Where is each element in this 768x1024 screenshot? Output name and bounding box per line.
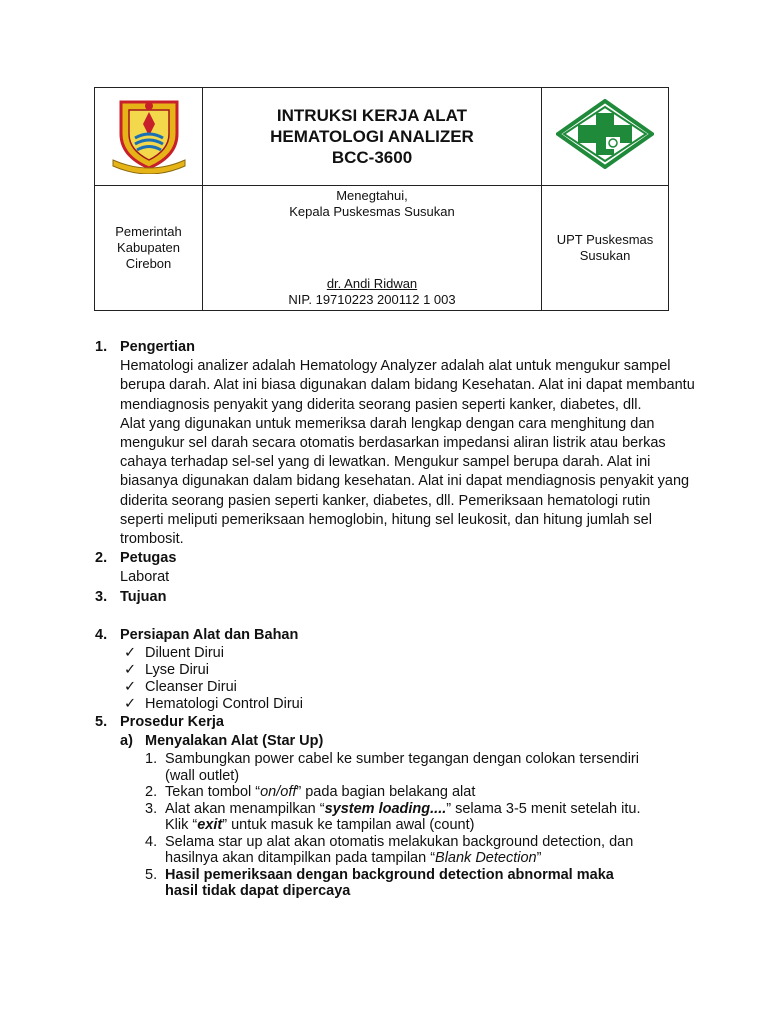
left-logo-cell bbox=[95, 88, 203, 186]
subsection-label: a) bbox=[120, 733, 133, 750]
subsection-heading: Menyalakan Alat (Star Up) bbox=[145, 733, 324, 750]
document-title-line-1: INTRUKSI KERJA ALAT bbox=[276, 106, 468, 125]
step-item: 2. Tekan tombol “on/off” pada bagian belakang alat bbox=[145, 784, 476, 801]
section-heading: Pengertian bbox=[120, 339, 195, 355]
unit-cell bbox=[542, 186, 669, 311]
section-paragraph: Alat yang digunakan untuk memeriksa darah lengkap dengan cara menghitung dan mengukur sel darah secara otomatis berdasarkan impedansi aliran listrik atau berkas cahaya terhadap sel-sel yang di lewatkan. Mengukur sampel berupa darah. Alat ini biasanya digunakan dalam bidang kesehatan. Alat ini dapat mendiagnosis penyakit yang diderita seorang pasien seperti kanker, diabetes, dll. Pemeriksaan hematologi rutin seperti meliputi pemeriksaan hemoglobin, hitung sel leukosit, dan hitung jumlah sel trombosit. bbox=[120, 415, 690, 548]
list-item: ✓ Lyse Dirui bbox=[124, 662, 209, 679]
approver-nip: NIP. 19710223 200112 1 003 bbox=[288, 292, 456, 307]
section-pengertian bbox=[95, 338, 695, 549]
document-header-table bbox=[94, 87, 669, 311]
section-petugas bbox=[95, 549, 695, 587]
puskesmas-green-cross-icon bbox=[556, 99, 654, 169]
document-title-line-2: HEMATOLOGI ANALIZER bbox=[270, 127, 474, 146]
section-number: 1. bbox=[95, 339, 108, 355]
cirebon-regency-crest-icon bbox=[109, 94, 189, 174]
subsection-startup bbox=[120, 732, 695, 751]
government-cell bbox=[95, 186, 203, 311]
government-line-3: Cirebon bbox=[125, 256, 172, 271]
checkmark-icon: ✓ bbox=[124, 696, 137, 713]
checkmark-icon: ✓ bbox=[124, 662, 137, 679]
section-persiapan bbox=[95, 626, 695, 713]
section-number: 3. bbox=[95, 588, 108, 605]
unit-line-2: Susukan bbox=[579, 248, 631, 263]
section-tujuan bbox=[95, 588, 695, 626]
section-heading: Tujuan bbox=[120, 588, 167, 605]
materials-list bbox=[120, 645, 695, 713]
approval-label: Menegtahui, bbox=[336, 188, 408, 203]
step-item: 3. Alat akan menampilkan “system loading....” selama 3-5 menit setelah itu. Klik “exit” untuk masuk ke tampilan awal (count) bbox=[145, 800, 641, 834]
section-number: 2. bbox=[95, 550, 108, 567]
section-number: 5. bbox=[95, 714, 108, 731]
step-item: 1. Sambungkan power cabel ke sumber tegangan dengan colokan tersendiri (wall outlet) bbox=[145, 751, 639, 784]
checkmark-icon: ✓ bbox=[124, 679, 137, 696]
unit-line-1: UPT Puskesmas bbox=[556, 232, 654, 247]
section-heading: Petugas bbox=[120, 550, 177, 567]
list-item: ✓ Cleanser Dirui bbox=[124, 679, 237, 696]
list-item: ✓ Hematologi Control Dirui bbox=[124, 696, 303, 713]
approver-role: Kepala Puskesmas Susukan bbox=[289, 204, 455, 219]
government-line-2: Kabupaten bbox=[117, 240, 180, 255]
approver-name: dr. Andi Ridwan bbox=[326, 276, 418, 291]
section-heading: Persiapan Alat dan Bahan bbox=[120, 626, 299, 643]
step-item: 5. Hasil pemeriksaan dengan background detection abnormal maka hasil tidak dapat dipercaya bbox=[145, 866, 614, 900]
startup-steps bbox=[145, 751, 695, 900]
document-title-line-3: BCC-3600 bbox=[331, 148, 413, 167]
section-paragraph: Hematologi analizer adalah Hematology Analyzer adalah alat untuk mengukur sampel berupa darah. Alat ini biasa digunakan dalam bidang Kesehatan. Alat ini dapat membantu mendiagnosis penyakit yang diderita seorang pasien seperti kanker, diabetes, dll. bbox=[120, 358, 695, 413]
document-body bbox=[95, 338, 695, 900]
step-item: 4. Selama star up alat akan otomatis melakukan background detection, dan hasilnya akan ditampilkan pada tampilan “Blank Detection” bbox=[145, 833, 634, 867]
government-line-1: Pemerintah bbox=[115, 224, 182, 239]
section-number: 4. bbox=[95, 626, 108, 643]
title-cell bbox=[203, 88, 542, 186]
section-prosedur bbox=[95, 713, 695, 900]
list-item: ✓ Diluent Dirui bbox=[124, 645, 224, 662]
approval-cell bbox=[203, 186, 542, 311]
section-text: Laborat bbox=[120, 569, 170, 586]
right-logo-cell bbox=[542, 88, 669, 186]
checkmark-icon: ✓ bbox=[124, 645, 137, 662]
section-heading: Prosedur Kerja bbox=[120, 714, 224, 731]
